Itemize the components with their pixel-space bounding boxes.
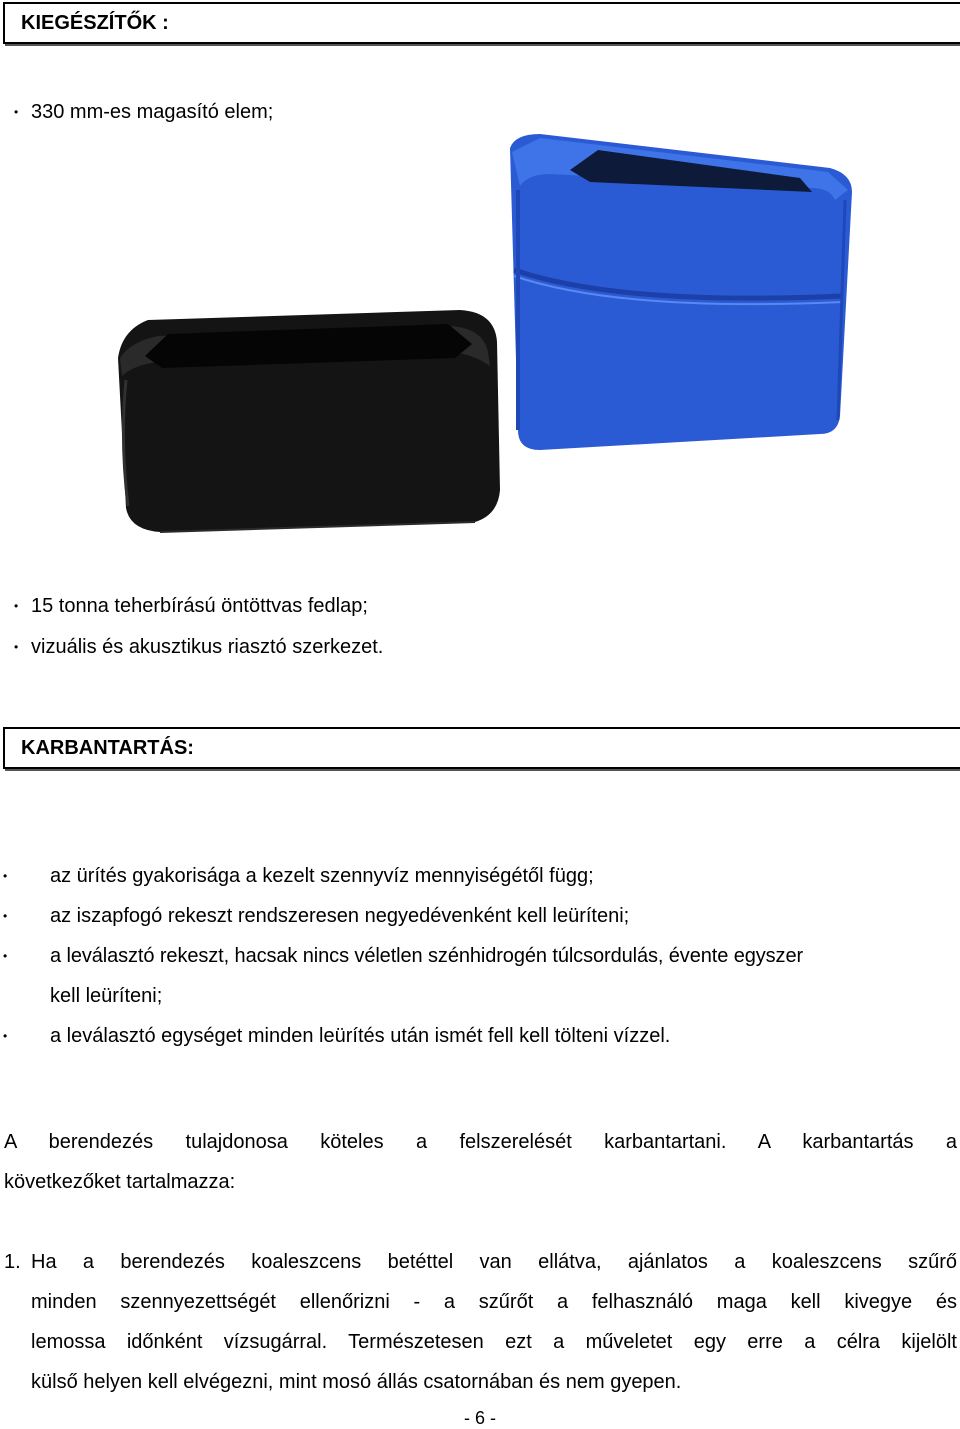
product-photo xyxy=(100,130,860,540)
blue-extension-image xyxy=(510,134,852,450)
list-item: • a leválasztó rekeszt, hacsak nincs véletlen szénhidrogén túlcsordulás, évente egyszer xyxy=(3,945,804,967)
item-number: 1. xyxy=(4,1251,21,1273)
bullet-icon: • xyxy=(3,869,8,883)
list-item: • az iszapfogó rekeszt rendszeresen negyedévenként kell leüríteni; xyxy=(3,905,630,927)
bullet-icon: • xyxy=(3,1029,8,1043)
bullet-icon: • xyxy=(14,599,19,613)
list-item-continuation: kell leüríteni; xyxy=(50,985,163,1007)
list-item: • az ürítés gyakorisága a kezelt szennyvíz mennyiségétől függ; xyxy=(3,865,594,887)
maintenance-heading: KARBANTARTÁS: xyxy=(3,727,960,769)
bullet-icon: • xyxy=(3,909,8,923)
numbered-item: Ha a berendezés koaleszcens betéttel van ellátva, ajánlatos a koaleszcens szűrő minden szennyezettségét ellenőrizni - a szűrőt a felhasználó maga kell kivegye és lemossa időnként vízsugárral. Természetesen ezt a műveletet egy erre a célra kijelölt külső helyen kell elvégezni, mint mosó állás csatornában és nem gyepen. xyxy=(31,1251,957,1393)
paragraph: A berendezés tulajdonosa köteles a felszerelését karbantartani. A karbantartás a következőket tartalmazza: xyxy=(4,1131,957,1193)
list-item: • a leválasztó egységet minden leürítés után ismét fell kell tölteni vízzel. xyxy=(3,1025,671,1047)
list-item: • 330 mm-es magasító elem; xyxy=(14,101,274,123)
list-item: • vizuális és akusztikus riasztó szerkezet. xyxy=(14,636,384,658)
list-item: • 15 tonna teherbírású öntöttvas fedlap; xyxy=(14,595,368,617)
accessories-heading: KIEGÉSZÍTŐK : xyxy=(3,2,960,44)
bullet-icon: • xyxy=(14,105,19,119)
bullet-icon: • xyxy=(14,640,19,654)
black-tank-image xyxy=(118,310,500,532)
bullet-icon: • xyxy=(3,949,8,963)
page-number: - 6 - xyxy=(463,1408,496,1428)
